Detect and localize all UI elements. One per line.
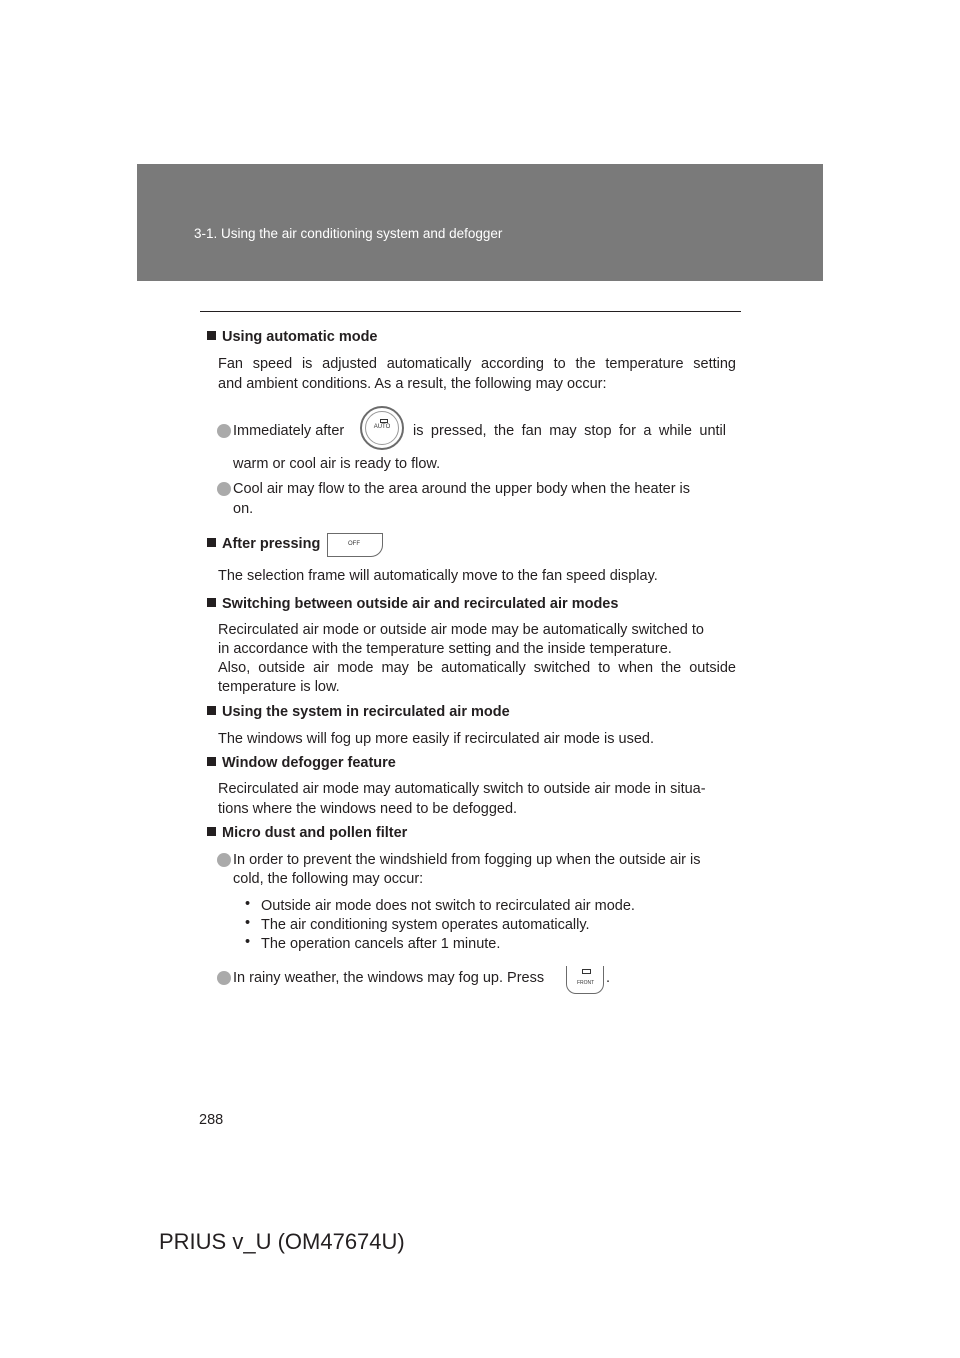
heading-automatic-mode xyxy=(207,329,378,345)
sub-item: Outside air mode does not switch to recirculated air mode. xyxy=(261,898,635,914)
square-marker-icon xyxy=(207,827,216,836)
off-button-icon xyxy=(327,533,383,557)
square-marker-icon xyxy=(207,757,216,766)
paragraph-line: temperature is low. xyxy=(218,679,340,695)
heading-after-pressing xyxy=(207,536,320,552)
defogger-mark-icon xyxy=(582,969,591,974)
bullet-icon xyxy=(217,971,231,985)
off-icon-label: OFF xyxy=(348,541,360,547)
bullet-text: In rainy weather, the windows may fog up. Press xyxy=(233,970,545,986)
heading-text: Using the system in recirculated air mode xyxy=(222,704,510,720)
sub-item: The operation cancels after 1 minute. xyxy=(261,936,501,952)
paragraph-line: Recirculated air mode or outside air mode may be automatically switched to xyxy=(218,622,704,638)
bullet-icon xyxy=(217,853,231,867)
bullet-text: Immediately after xyxy=(233,423,345,439)
heading-text: Switching between outside air and recirculated air modes xyxy=(222,596,619,612)
heading-text: Window defogger feature xyxy=(222,755,396,771)
sub-item: The air conditioning system operates automatically. xyxy=(261,917,590,933)
bullet-text: warm or cool air is ready to flow. xyxy=(233,456,441,472)
heading-text: Using automatic mode xyxy=(222,329,378,345)
page-number: 288 xyxy=(199,1112,224,1128)
square-marker-icon xyxy=(207,598,216,607)
paragraph-line: The selection frame will automatically move to the fan speed display. xyxy=(218,568,658,584)
sub-bullet-icon: • xyxy=(245,934,251,950)
heading-text: After pressing xyxy=(222,536,321,552)
paragraph-line: The windows will fog up more easily if recirculated air mode is used. xyxy=(218,731,654,747)
heading-switching xyxy=(207,596,618,612)
heading-defogger xyxy=(207,755,396,771)
square-marker-icon xyxy=(207,706,216,715)
heading-recirculated xyxy=(207,704,510,720)
sub-bullet-icon: • xyxy=(245,896,251,912)
paragraph-line: Recirculated air mode may automatically switch to outside air mode in situa- xyxy=(218,781,706,797)
square-marker-icon xyxy=(207,331,216,340)
bullet-text: cold, the following may occur: xyxy=(233,871,424,887)
bullet-text: is pressed, the fan may stop for a while until xyxy=(413,423,726,439)
bullet-icon xyxy=(217,424,231,438)
paragraph-line: in accordance with the temperature setting and the inside temperature. xyxy=(218,641,672,657)
auto-button-icon xyxy=(360,406,404,450)
paragraph-line: and ambient conditions. As a result, the following may occur: xyxy=(218,376,607,392)
sub-bullet-icon: • xyxy=(245,915,251,931)
bullet-text: . xyxy=(606,970,611,986)
bullet-text: Cool air may flow to the area around the upper body when the heater is xyxy=(233,481,691,497)
section-title: 3-1. Using the air conditioning system and defogger xyxy=(194,226,503,241)
bullet-text: In order to prevent the windshield from fogging up when the outside air is xyxy=(233,852,701,868)
heading-filter xyxy=(207,825,407,841)
fan-mark-icon xyxy=(380,419,388,423)
auto-icon-label: AUTO xyxy=(373,424,391,430)
paragraph-line: tions where the windows need to be defogged. xyxy=(218,801,518,817)
bullet-icon xyxy=(217,482,231,496)
paragraph-line: Fan speed is adjusted automatically according to the temperature setting xyxy=(218,356,736,372)
bullet-text: on. xyxy=(233,501,254,517)
square-marker-icon xyxy=(207,538,216,547)
paragraph-line: Also, outside air mode may be automatically switched to when the outside xyxy=(218,660,736,676)
front-icon-label: FRONT xyxy=(577,980,595,986)
front-defogger-button-icon xyxy=(566,966,604,994)
heading-text: Micro dust and pollen filter xyxy=(222,825,408,841)
footer-model: PRIUS v_U (OM47674U) xyxy=(159,1229,405,1254)
